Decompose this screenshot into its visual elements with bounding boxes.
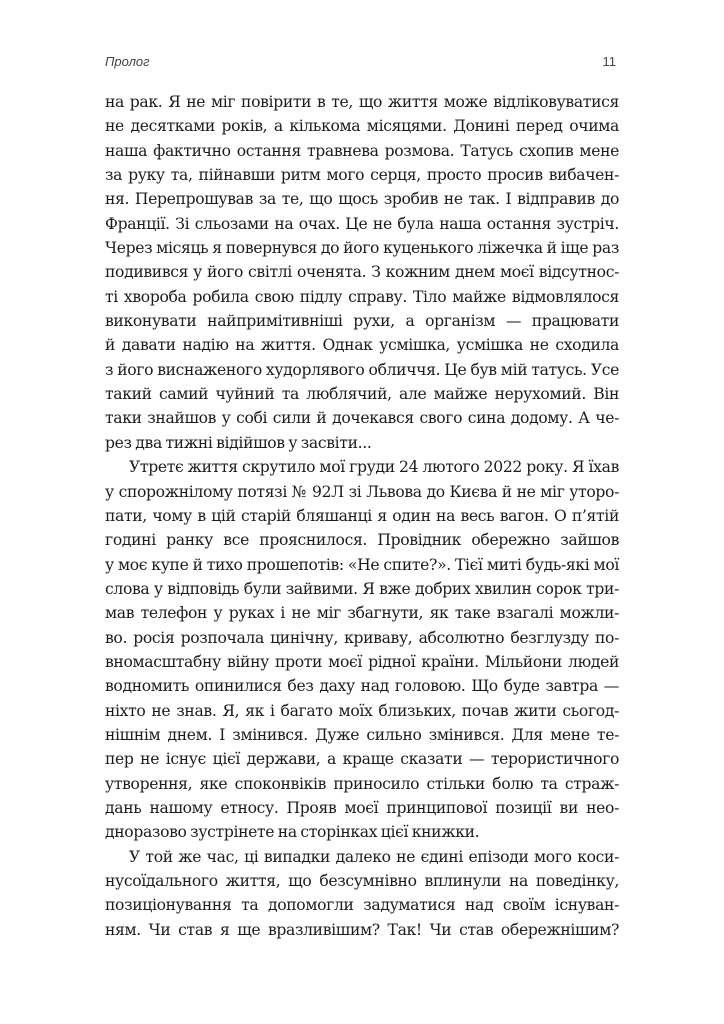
- paragraph-2: [105, 455, 619, 845]
- text-line: водномить опинилися без даху над головою. Що буде завтра —: [105, 677, 619, 696]
- page-number: 11: [602, 54, 616, 69]
- text-line: нусоїдального життя, що безсумнівно вплинули на поведінку,: [105, 872, 619, 890]
- text-line: нішнім днем. І змінився. Дуже сильно змінився. Для мене те-: [105, 725, 619, 744]
- text-line: за руку та, пійнавши ритм мого серця, просто просив вибачен-: [105, 166, 619, 185]
- running-head: Пролог: [105, 54, 150, 69]
- text-line: годині ранку все прояснилося. Провідник обережно зайшов: [105, 531, 619, 550]
- text-line: мав телефон у руках і не міг збагнути, як таке взагалі можли-: [105, 604, 619, 623]
- text-line: Франції. Зі сльозами на очах. Це не була наша остання зустріч.: [105, 214, 619, 233]
- text-line: ня. Перепрошував за те, що щось зробив не так. І відправив до: [105, 190, 619, 209]
- text-line: вномасштабну війну проти моєї рідної країни. Мільйони людей: [105, 652, 619, 671]
- text-line: у спорожнілому потязі № 92Л зі Львова до Києва й не міг уторо-: [105, 482, 619, 501]
- text-line: пати, чому в цій старій бляшанці я один на весь вагон. О п’ятій: [105, 506, 619, 525]
- text-line: таки знайшов у собі сили й дочекався свого сина додому. А че-: [105, 409, 619, 428]
- text-line: дноразово зустрінете на сторінках цієї книжки.: [105, 823, 480, 842]
- text-line: на рак. Я не міг повірити в те, що життя може відліковуватися: [105, 93, 619, 111]
- text-line: у моє купе й тихо прошепотів: «Не спите?». Тієї миті будь-які мої: [105, 555, 619, 574]
- text-line: ніхто не знав. Я, як і багато моїх близьких, почав жити сьогод-: [105, 701, 619, 720]
- text-line: утворення, яке споконвіків приносило стільки болю та страж-: [105, 774, 619, 793]
- text-line: дань нашому етносу. Прояв моєї принципової позиції ви нео-: [105, 798, 619, 817]
- text-line: ті хвороба робила свою підлу справу. Тіло майже відмовлялося: [105, 287, 619, 306]
- text-line: такий самий чуйний та люблячий, але майже нерухомий. Він: [105, 385, 619, 404]
- paragraph-1: [105, 90, 619, 455]
- text-line: во. росія розпочала цинічну, криваву, абсолютно безглузду по-: [105, 628, 619, 647]
- text-line: й давати надію на життя. Однак усмішка, усмішка не сходила: [105, 336, 619, 355]
- text-line: У той же час, ці випадки далеко не єдині епізоди мого коси-: [129, 847, 619, 866]
- text-line: не десятками років, а кількома місяцями. Донині перед очима: [105, 117, 619, 136]
- paragraph-3: [105, 845, 619, 942]
- text-line: ням. Чи став я ще вразливішим? Так! Чи став обережнішим?: [105, 920, 619, 939]
- body-text: [105, 90, 619, 942]
- text-line: подивився у його світлі оченята. З кожним днем моєї відсутнос-: [105, 263, 619, 282]
- text-line: Утретє життя скрутило мої груди 24 лютого 2022 року. Я їхав: [129, 458, 619, 477]
- text-line: наша фактично остання травнева розмова. Татусь схопив мене: [105, 141, 619, 160]
- text-line: слова у відповідь були зайвими. Я вже добрих хвилин сорок три-: [105, 579, 619, 598]
- text-line: пер не існує цієї держави, а краще сказати — терористичного: [105, 750, 619, 769]
- text-line: рез два тижні відійшов у засвіти...: [105, 433, 372, 452]
- text-line: виконувати найпримітивніші рухи, а організм — працювати: [105, 312, 619, 331]
- text-line: Через місяць я повернувся до його куценького ліжечка й іще раз: [105, 239, 619, 258]
- text-line: з його виснаженого худорлявого обличчя. Це був мій татусь. Усе: [105, 360, 619, 379]
- text-line: позиціонування та допомогли задуматися над своїм існуван-: [105, 896, 619, 915]
